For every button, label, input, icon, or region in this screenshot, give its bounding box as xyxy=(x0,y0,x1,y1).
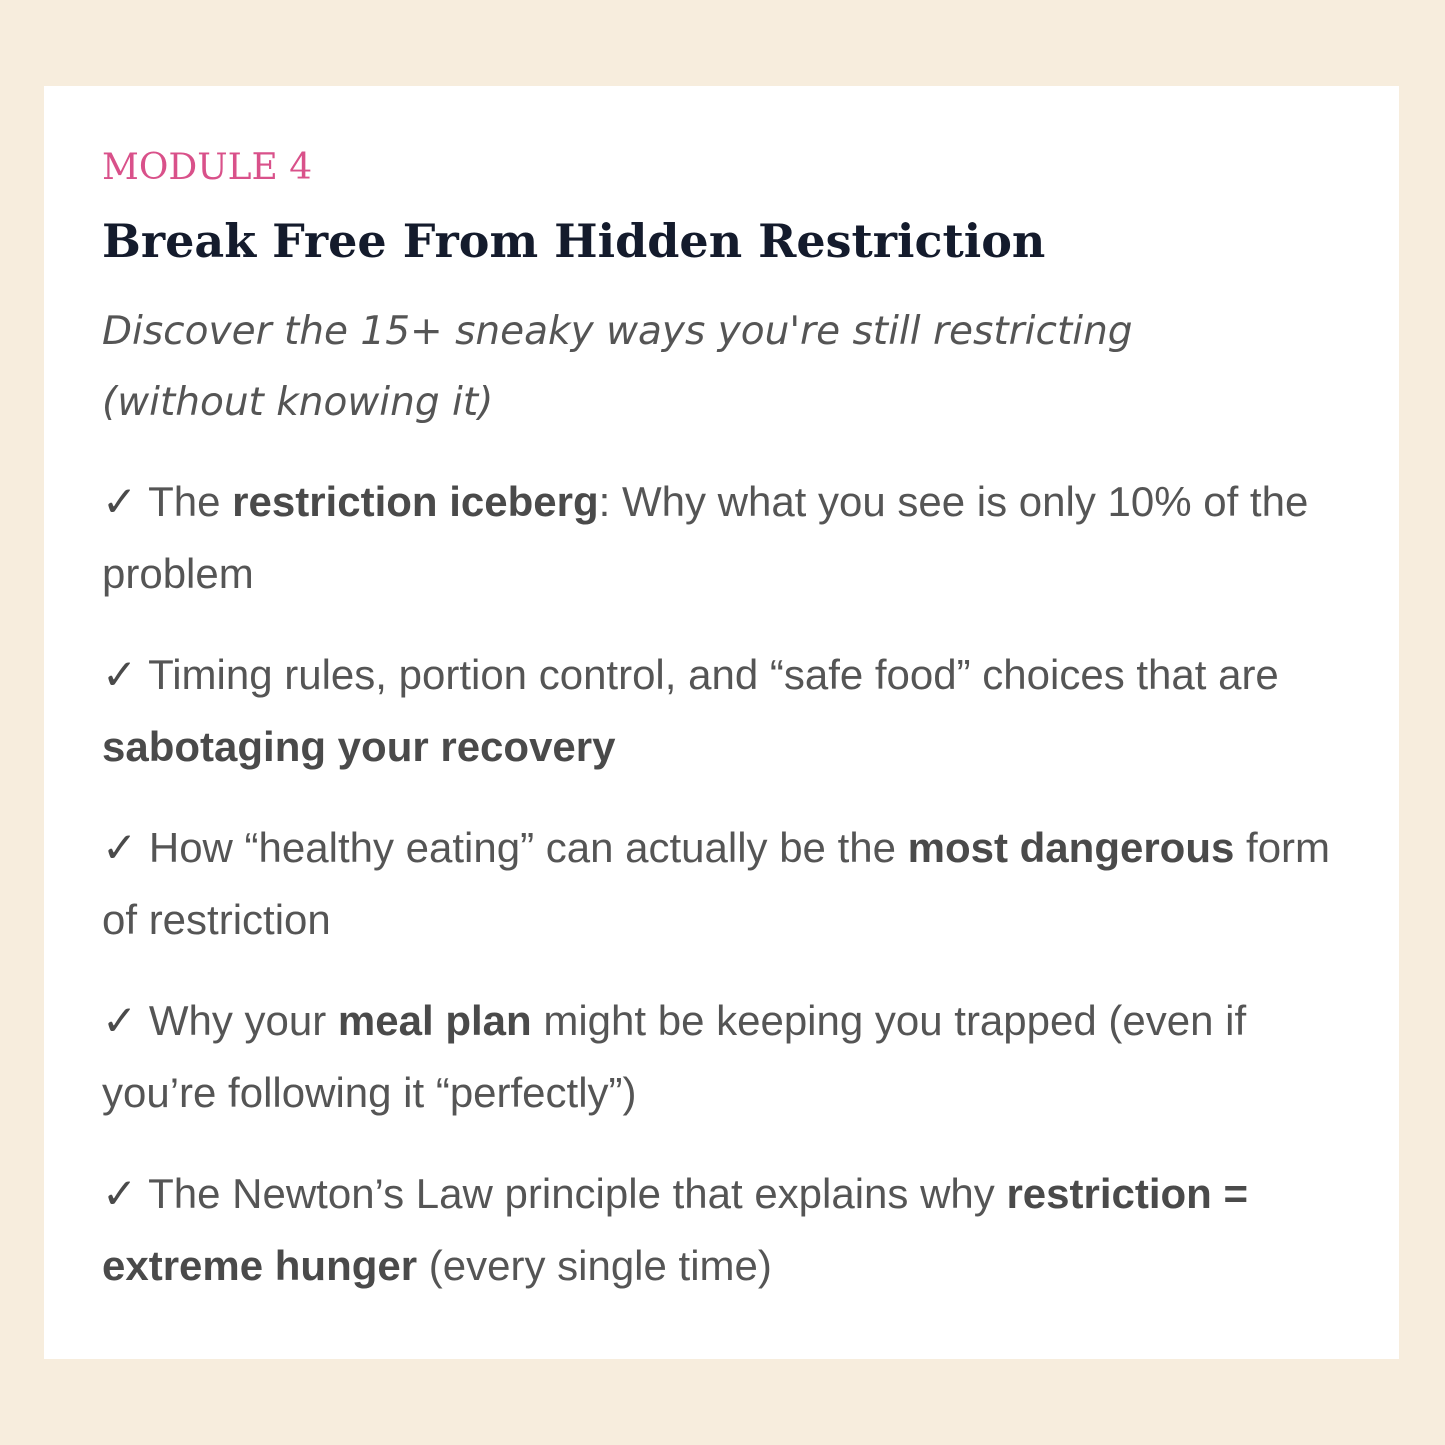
module-title: Break Free From Hidden Restriction xyxy=(102,214,1046,268)
module-card xyxy=(44,86,1399,1359)
benefit-text: might be keeping you trapped (even if you’re following it “perfectly”) xyxy=(102,997,1247,1116)
benefit-text: : Why what you see is only 10% of the problem xyxy=(102,478,1309,597)
benefit-text: Timing rules, portion control, and “safe food” choices that are xyxy=(137,651,1279,698)
benefit-item xyxy=(102,812,1352,956)
check-icon: ✓ xyxy=(102,997,138,1044)
benefit-list xyxy=(102,466,1352,1331)
module-eyebrow: MODULE 4 xyxy=(102,147,313,188)
benefit-text: (every single time) xyxy=(417,1242,772,1289)
check-icon: ✓ xyxy=(102,478,138,525)
benefit-highlight: restriction = extreme hunger xyxy=(102,1170,1249,1289)
benefit-highlight: restriction iceberg xyxy=(232,478,599,525)
module-subtitle: Discover the 15+ sneaky ways you're still restricting (without knowing it) xyxy=(102,309,1133,425)
benefit-highlight: sabotaging your recovery xyxy=(102,723,616,770)
benefit-item xyxy=(102,466,1352,610)
benefit-highlight: meal plan xyxy=(337,997,532,1044)
benefit-item xyxy=(102,1158,1352,1302)
check-icon: ✓ xyxy=(102,651,138,698)
benefit-text: The xyxy=(137,478,233,525)
benefit-item xyxy=(102,639,1352,783)
benefit-item xyxy=(102,985,1352,1129)
benefit-text: Why your xyxy=(137,997,338,1044)
benefit-text: How “healthy eating” can actually be the xyxy=(137,824,908,871)
check-icon: ✓ xyxy=(102,1170,138,1217)
benefit-text: The Newton’s Law principle that explains why xyxy=(137,1170,1007,1217)
check-icon: ✓ xyxy=(102,824,138,871)
benefit-text: form of restriction xyxy=(102,824,1331,943)
benefit-highlight: most dangerous xyxy=(907,824,1235,871)
